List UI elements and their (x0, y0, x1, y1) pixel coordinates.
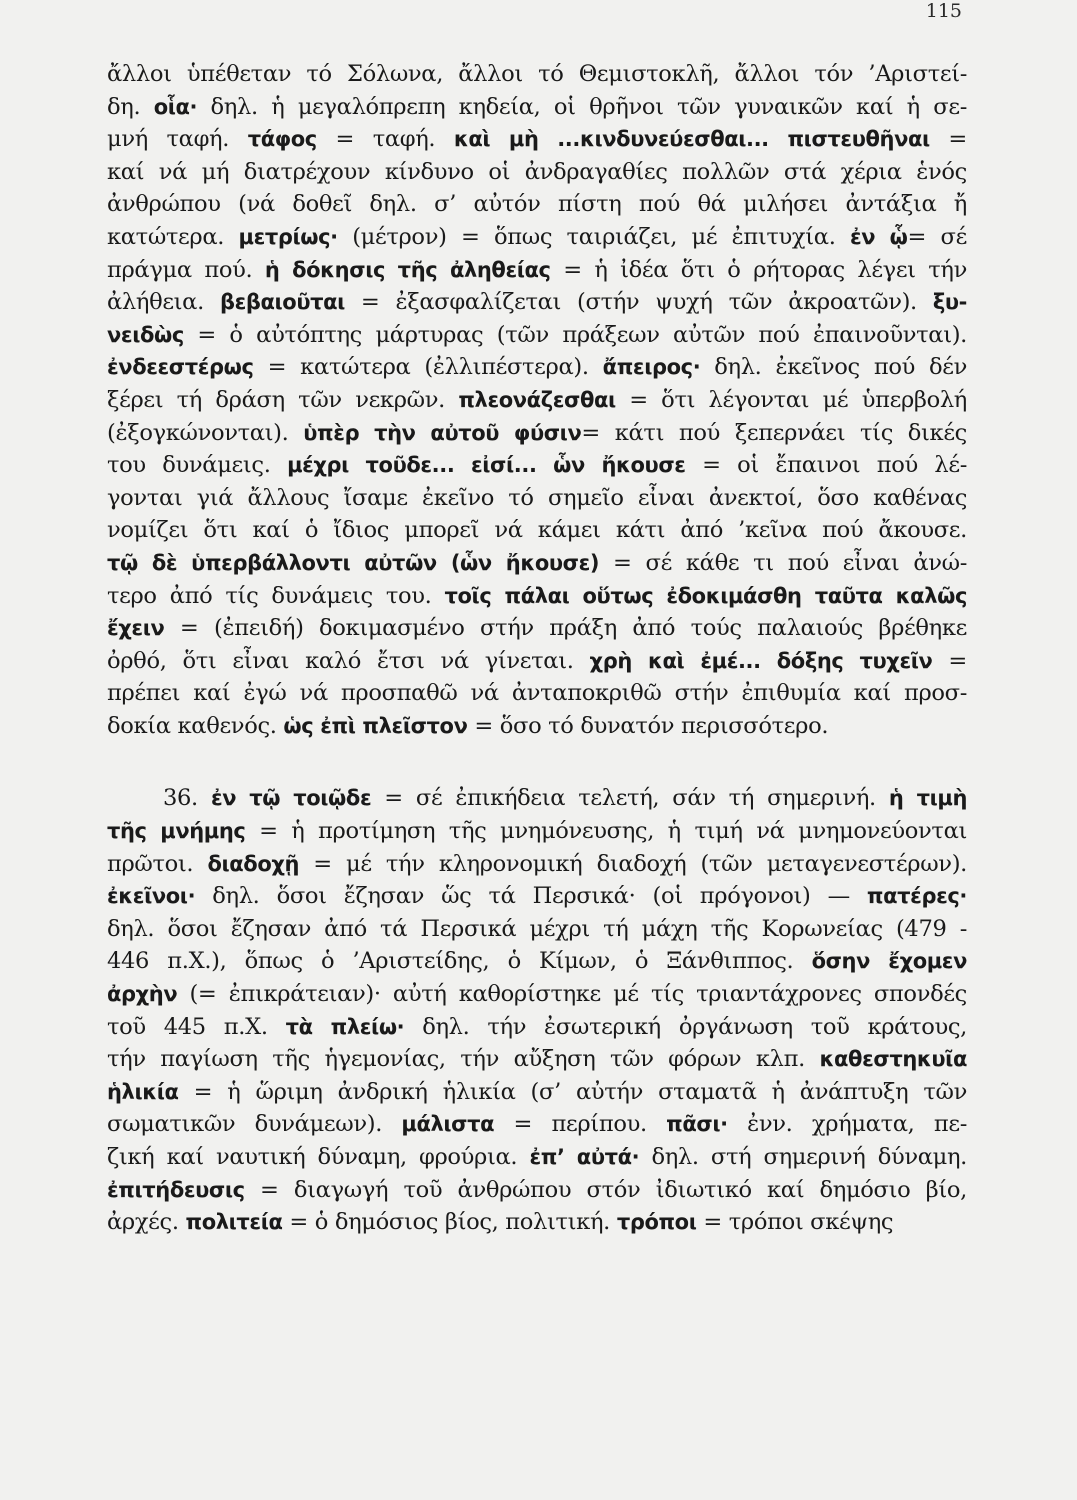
gloss-text: = οἱ ἔπαινοι πού λέ- (685, 452, 968, 479)
gloss-text: τήν παγίωση τῆς ἡγεμονίας, τήν αὔξηση τῶν φόρων κλπ. (107, 1046, 820, 1073)
gloss-text: τερο ἀπό τίς δυνάμεις του. (107, 582, 445, 609)
page-number: 115 (925, 0, 962, 22)
gloss-text: ἀρχές. (107, 1209, 186, 1236)
gloss-text: = μέ τήν κληρονομική διαδοχή (τῶν μεταγενεστέρων). (299, 850, 967, 877)
gloss-text: δηλ. ἡ μεγαλόπρεπη κηδεία, οἱ θρῆνοι τῶν γυναικῶν καί ἡ σε- (197, 93, 967, 120)
text-line (107, 384, 967, 417)
text-line (107, 782, 967, 815)
gloss-text: δηλ. ἐκεῖνος πού δέν (700, 354, 967, 381)
text-line (107, 880, 967, 913)
lemma-term: μάλιστα (401, 1112, 495, 1137)
gloss-text: δοκία καθενός. (107, 712, 284, 739)
text-line (107, 58, 967, 91)
gloss-text: = (929, 126, 967, 153)
gloss-text: 36. (163, 785, 211, 812)
gloss-text: (ἐξογκώνονται). (107, 419, 304, 446)
text-line (107, 1206, 967, 1239)
lemma-term: ὡς ἐπὶ πλεῖστον (283, 713, 468, 738)
gloss-text: ζική καί ναυτική δύναμη, φρούρια. (107, 1144, 530, 1170)
gloss-text: = ὅτι λέγονται μέ ὑπερβολή (615, 386, 967, 413)
lemma-term: ἐν ᾧ (849, 224, 908, 249)
text-line (107, 254, 967, 287)
paragraph (107, 782, 967, 1238)
lemma-term: τάφος (247, 127, 317, 152)
gloss-text: σωματικῶν δυνάμεων). (107, 1111, 402, 1138)
gloss-text: ὀρθό, ὅτι εἶναι καλό ἔτσι νά γίνεται. (107, 647, 590, 674)
text-line (107, 612, 967, 645)
lemma-term: πατέρες· (866, 884, 967, 909)
text-line (107, 514, 967, 547)
text-line (107, 1174, 967, 1207)
gloss-text: ἄλλοι ὑπέθεταν τό Σόλωνα, ἄλλοι τό Θεμιστοκλῆ, ἄλλοι τόν ’Αριστεί- (107, 61, 967, 87)
text-line (107, 945, 967, 978)
paragraph-gap (107, 742, 967, 782)
text-line (107, 449, 967, 482)
gloss-text: = ταφή. (316, 126, 454, 153)
gloss-text: = (ἐπειδή) δοκιμασμένο στήν πράξη ἀπό τούς παλαιούς βρέθηκε (164, 615, 967, 642)
gloss-text: καί νά μή διατρέχουν κίνδυνο οἱ ἀνδραγαθίες πολλῶν στά χέρια ἑνός (107, 158, 967, 185)
body-text (107, 58, 967, 1239)
gloss-text: πράγμα πού. (107, 256, 265, 283)
lemma-term: ξυ- (932, 290, 967, 315)
gloss-text: δηλ. στή σημερινή δύναμη. (639, 1144, 967, 1170)
gloss-text: του δυνάμεις. (107, 452, 288, 479)
lemma-term: πλεονάζεσθαι (458, 387, 616, 412)
lemma-term: ὅσην ἔχομεν (811, 949, 967, 974)
text-line (107, 848, 967, 881)
gloss-text: (= ἐπικράτειαν)· αὐτή καθορίστηκε μέ τίς τριαντάχρονες σπονδές (177, 981, 967, 1008)
gloss-text: = κάτι πού ξεπερνάει τίς δικές (581, 419, 967, 446)
gloss-text: νομίζει ὅτι καί ὁ ἴδιος μπορεῖ νά κάμει κάτι ἀπό ’κεῖνα πού ἄκουσε. (107, 517, 967, 544)
lemma-term: ἔχειν (107, 616, 165, 641)
gloss-text: δη. (107, 93, 154, 120)
paragraph (107, 58, 967, 742)
lemma-term: χρὴ καὶ ἐμέ... δόξης τυχεῖν (589, 648, 933, 673)
text-line (107, 547, 967, 580)
gloss-text: 446 π.Χ.), ὅπως ὁ ’Αριστείδης, ὁ Κίμων, ὁ Ξάνθιππος. (107, 948, 812, 975)
lemma-term: ὑπὲρ τὴν αὐτοῦ φύσιν (303, 420, 582, 445)
text-line (107, 188, 967, 221)
lemma-term: βεβαιοῦται (219, 290, 345, 315)
text-line (107, 1108, 967, 1141)
lemma-term: τῷ δὲ ὑπερβάλλοντι αὐτῶν (ὧν ἤκουσε) (107, 550, 600, 575)
lemma-term: ἐνδεεστέρως (107, 355, 254, 380)
gloss-text: = ὅσο τό δυνατόν περισσότερο. (467, 712, 829, 739)
lemma-term: ἡλικία (107, 1079, 179, 1104)
text-line (107, 978, 967, 1011)
text-line (107, 913, 967, 946)
lemma-term: ἡ δόκησις τῆς ἀληθείας (264, 257, 551, 282)
gloss-text: = ἡ ἰδέα ὅτι ὁ ρήτορας λέγει τήν (550, 256, 968, 283)
lemma-term: τοῖς πάλαι οὕτως ἐδοκιμάσθη ταῦτα καλῶς (444, 583, 967, 608)
text-line (107, 482, 967, 515)
text-line (107, 221, 967, 254)
text-line (107, 645, 967, 678)
lemma-term: μετρίως· (238, 224, 338, 249)
text-line (107, 1141, 967, 1174)
gloss-text: = ὁ αὐτόπτης μάρτυρας (τῶν πράξεων αὐτῶν πού ἐπαινοῦνται). (183, 321, 967, 348)
gloss-text: (μέτρον) = ὅπως ταιριάζει, μέ ἐπιτυχία. (337, 223, 850, 250)
text-line (107, 710, 967, 743)
lemma-term: διαδοχῇ (207, 851, 300, 876)
text-line (107, 1011, 967, 1044)
gloss-text: πρῶτοι. (107, 850, 208, 877)
lemma-term: πᾶσι· (666, 1112, 728, 1137)
lemma-term: τρόποι (616, 1210, 697, 1235)
text-line (107, 1076, 967, 1109)
gloss-text: = διαγωγή τοῦ ἀνθρώπου στόν ἰδιωτικό καί δημόσιο βίο, (244, 1176, 967, 1203)
gloss-text: ἀνθρώπου (νά δοθεῖ δηλ. σ’ αὐτόν πίστη πού θά μιλήσει ἀντάξια ἤ (107, 191, 967, 218)
lemma-term: ἀρχὴν (107, 982, 178, 1007)
gloss-text: ξέρει τή δράση τῶν νεκρῶν. (107, 386, 459, 413)
text-line (107, 677, 967, 710)
text-line (107, 351, 967, 384)
lemma-term: ἄπειρος· (602, 355, 701, 380)
text-line (107, 1043, 967, 1076)
gloss-text: = σέ (907, 223, 967, 250)
gloss-text: = ἐξασφαλίζεται (στήν ψυχή τῶν ἀκροατῶν). (344, 289, 933, 316)
gloss-text: = ἡ ὥριμη ἀνδρική ἡλικία (σ’ αὐτήν σταματᾶ ἡ ἀνάπτυξη τῶν (178, 1078, 967, 1105)
lemma-term: ἡ τιμὴ (888, 786, 967, 811)
gloss-text: μνή ταφή. (107, 126, 248, 153)
text-line (107, 580, 967, 613)
gloss-text: = περίπου. (494, 1111, 667, 1138)
gloss-text: = τρόποι σκέψης (696, 1209, 894, 1236)
gloss-text: = (932, 647, 967, 674)
gloss-text: γονται γιά ἄλλους ἴσαμε ἐκεῖνο τό σημεῖο εἶναι ἀνεκτοί, ὅσο καθένας (107, 484, 967, 511)
gloss-text: δηλ. ὅσοι ἔζησαν ὥς τά Περσικά· (οἱ πρόγονοι) — (195, 883, 867, 910)
text-line (107, 319, 967, 352)
gloss-text: κατώτερα. (107, 223, 239, 250)
lemma-term: μέχρι τοῦδε... εἰσί... ὧν ἤκουσε (287, 453, 686, 478)
text-line (107, 156, 967, 189)
gloss-text: πρέπει καί ἐγώ νά προσπαθῶ νά ἀνταποκριθῶ στήν ἐπιθυμία καί προσ- (107, 680, 967, 707)
gloss-text: = κατώτερα (ἐλλιπέστερα). (253, 354, 603, 381)
gloss-text: = σέ κάθε τι πού εἶναι ἀνώ- (599, 549, 967, 576)
gloss-text: = ὁ δημόσιος βίος, πολιτική. (282, 1209, 617, 1236)
gloss-text: = σέ ἐπικήδεια τελετή, σάν τή σημερινή. (371, 785, 889, 812)
lemma-term: καὶ μὴ ...κινδυνεύεσθαι... πιστευθῆναι (453, 127, 930, 152)
gloss-text: = ἡ προτίμηση τῆς μνημόνευσης, ἡ τιμή νά μνημονεύονται (245, 818, 967, 845)
gloss-text: τοῦ 445 π.Χ. (107, 1013, 286, 1040)
lemma-term: τῆς μνήμης (107, 819, 246, 844)
gloss-text: δηλ. ὅσοι ἔζησαν ἀπό τά Περσικά μέχρι τή μάχη τῆς Κορωνείας (479 - (107, 915, 967, 942)
lemma-term: οἷα· (153, 94, 198, 119)
text-line (107, 815, 967, 848)
gloss-text: ἀλήθεια. (107, 289, 220, 316)
lemma-term: νειδὼς (107, 322, 184, 347)
text-line (107, 123, 967, 156)
gloss-text: δηλ. τήν ἐσωτερική ὀργάνωση τοῦ κράτους, (404, 1013, 967, 1040)
lemma-term: ἐκεῖνοι· (107, 884, 196, 909)
lemma-term: ἐν τῷ τοιῷδε (210, 786, 372, 811)
gloss-text: ἐνν. χρήματα, πε- (727, 1111, 967, 1138)
lemma-term: τὰ πλείω· (285, 1014, 405, 1039)
lemma-term: ἐπ’ αὐτά· (529, 1145, 640, 1169)
text-line (107, 417, 967, 450)
lemma-term: πολιτεία (185, 1210, 283, 1235)
text-line (107, 91, 967, 124)
text-line (107, 286, 967, 319)
lemma-term: καθεστηκυῖα (819, 1047, 967, 1072)
lemma-term: ἐπιτήδευσις (107, 1177, 245, 1202)
